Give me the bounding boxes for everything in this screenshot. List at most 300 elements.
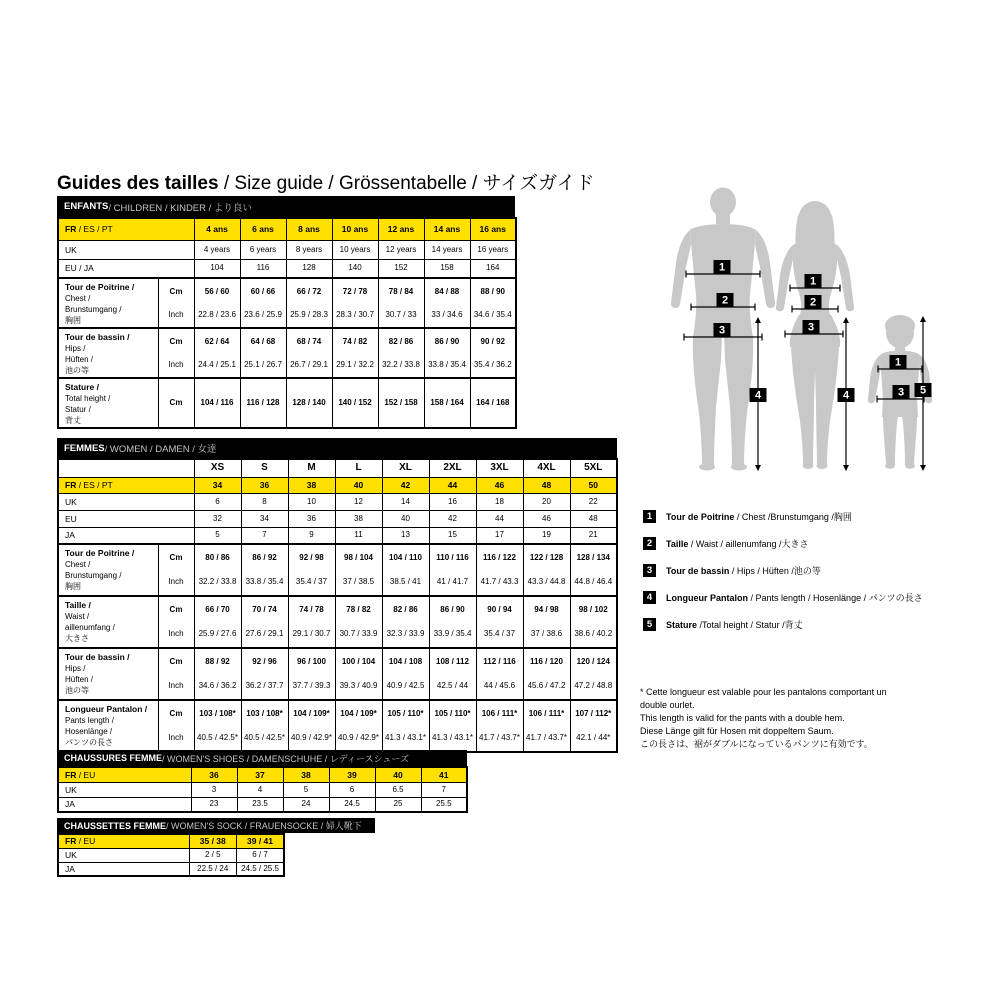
value-stack [195, 650, 241, 698]
row-label-bold: FR [65, 480, 77, 490]
inch-value: 29.1 / 32.2 [336, 359, 374, 369]
value-cell: 25 [375, 797, 421, 812]
row-label: UK [58, 493, 194, 510]
value-cell: 5 [194, 527, 241, 544]
svg-text:1: 1 [809, 275, 817, 288]
legend-label: Longueur Pantalon [666, 593, 748, 603]
inch-value: 36.2 / 37.7 [245, 681, 284, 690]
unit-stack [159, 702, 194, 750]
table-row [58, 240, 516, 259]
legend-label: Taille [666, 539, 689, 549]
legend-number-badge: 1 [643, 510, 656, 523]
value-stack [383, 702, 429, 750]
cm-value: 112 / 116 [483, 657, 516, 666]
measurement-label-bold: Tour de bassin / [65, 332, 130, 342]
value-cell: 14 years [424, 240, 470, 259]
value-cell [194, 328, 240, 378]
marker-child-chest [890, 355, 907, 369]
legend-number-badge: 2 [643, 537, 656, 550]
value-cell: 2 / 5 [189, 848, 237, 862]
value-cell: 12 [335, 493, 382, 510]
cm-value: 84 / 88 [434, 286, 460, 296]
row-label: JA [58, 797, 191, 812]
measurement-label-line: パンツの長さ [65, 738, 113, 747]
table-row [58, 477, 617, 493]
page-title-bold: Guides des tailles [57, 173, 219, 194]
value-stack [195, 280, 240, 326]
value-cell: 164 [470, 259, 516, 278]
value-cell [240, 328, 286, 378]
inch-value: 32.2 / 33.8 [382, 359, 420, 369]
value-cell: 10 years [332, 240, 378, 259]
value-stack [425, 280, 470, 326]
cm-value: 86 / 92 [252, 553, 277, 562]
size-header-cell: L [335, 459, 382, 477]
value-cell: 6 [194, 493, 241, 510]
value-cell: 7 [421, 782, 467, 797]
value-cell: 36 [241, 477, 288, 493]
value-cell [194, 544, 241, 596]
measurement-label-line: Hosenlänge / [65, 727, 113, 736]
table-header-bar [57, 438, 617, 458]
row-label: UK [58, 240, 194, 259]
svg-text:3: 3 [718, 324, 726, 337]
measurement-label-bold: Taille / [65, 600, 91, 610]
unit-cm: Cm [169, 336, 183, 346]
value-cell [476, 648, 523, 700]
legend-number-badge: 3 [643, 564, 656, 577]
legend-label: Tour de bassin [666, 566, 730, 576]
value-stack [287, 280, 332, 326]
value-cell [523, 596, 570, 648]
unit-cell [158, 596, 194, 648]
unit-cm: Cm [169, 605, 183, 614]
measurement-label-line: Hips / [65, 664, 86, 673]
unit-inch: Inch [168, 681, 184, 690]
value-stack [336, 546, 382, 594]
value-cell [241, 700, 288, 752]
cm-value: 116 / 128 [240, 378, 286, 428]
value-cell [335, 596, 382, 648]
value-cell [476, 544, 523, 596]
value-stack [336, 702, 382, 750]
inch-value: 27.6 / 29.1 [245, 629, 284, 638]
measurement-label-line: 胸囲 [65, 316, 81, 325]
value-stack [195, 702, 241, 750]
cm-value: 98 / 104 [344, 553, 373, 562]
value-cell: 41 [421, 767, 467, 782]
measurement-label-bold: Stature / [65, 382, 100, 392]
value-cell: 6 ans [240, 218, 286, 240]
svg-text:3: 3 [897, 386, 905, 399]
row-label: JA [58, 862, 189, 876]
cm-value: 103 / 108* [246, 709, 283, 718]
page-title-rest: / Size guide / Grössentabelle / サイズガイド [218, 173, 595, 194]
value-cell: 24.5 [329, 797, 375, 812]
unit-cell [158, 328, 194, 378]
cm-value: 98 / 102 [578, 605, 608, 614]
value-cell [429, 700, 476, 752]
value-cell: 23.5 [237, 797, 283, 812]
value-cell: 22 [570, 493, 617, 510]
value-cell [332, 328, 378, 378]
unit-cm: Cm [169, 286, 183, 296]
inch-value: 33 / 34.6 [431, 309, 463, 319]
value-stack [242, 702, 288, 750]
unit-inch: Inch [168, 733, 184, 742]
row-label-bold: FR [65, 836, 77, 847]
value-stack [571, 702, 617, 750]
inch-value: 33.8 / 35.4 [428, 359, 466, 369]
woman-silhouette [776, 201, 854, 469]
row-label-bold: FR [65, 224, 77, 235]
cm-value: 60 / 66 [250, 286, 276, 296]
inch-value: 42.5 / 44 [436, 681, 469, 690]
legend-item-chest [643, 503, 923, 530]
value-cell: 116 [240, 259, 286, 278]
value-cell: 20 [523, 493, 570, 510]
value-cell [241, 544, 288, 596]
unit-cell [158, 648, 194, 700]
value-cell: 22.5 / 24 [189, 862, 237, 876]
cm-value: 122 / 128 [529, 553, 564, 562]
size-header-cell: M [288, 459, 335, 477]
value-stack [430, 546, 476, 594]
unit-cell [158, 544, 194, 596]
value-cell [570, 544, 617, 596]
table-header-bar [57, 196, 515, 217]
value-cell [288, 544, 335, 596]
marker-man-hips [714, 323, 731, 337]
inch-value: 38.6 / 40.2 [574, 629, 613, 638]
measurement-label-line: 池の等 [65, 686, 89, 695]
unit-cm: Cm [169, 657, 183, 666]
value-cell: 37 [237, 767, 283, 782]
value-cell [240, 278, 286, 328]
value-cell: 42 [429, 510, 476, 527]
value-stack [571, 650, 617, 698]
footnote-line: Diese Länge gilt für Hosen mit doppeltem Saum. [640, 726, 834, 736]
value-cell [429, 596, 476, 648]
measurement-label-line: Hüften / [65, 675, 94, 684]
marker-child-stature [915, 383, 932, 397]
value-cell [288, 648, 335, 700]
value-cell: 16 years [470, 240, 516, 259]
inch-value: 40.9 / 42.9* [338, 733, 379, 742]
women-socks-size-table [57, 818, 375, 877]
row-label: EU [58, 510, 194, 527]
footnote-line: * Cette longueur est valable pour les pantalons comportant un [640, 687, 887, 697]
value-cell: 12 ans [378, 218, 424, 240]
cm-value: 86 / 90 [434, 336, 460, 346]
value-cell [335, 544, 382, 596]
marker-child-hips [893, 385, 910, 399]
inch-value: 32.2 / 33.8 [198, 577, 237, 586]
inch-value: 33.9 / 35.4 [433, 629, 472, 638]
size-header-cell: S [241, 459, 288, 477]
value-stack [195, 546, 241, 594]
value-cell: 39 / 41 [237, 834, 285, 848]
value-stack [430, 598, 476, 646]
value-stack [289, 702, 335, 750]
cm-value: 66 / 70 [205, 605, 230, 614]
inch-value: 35.4 / 37 [483, 629, 516, 638]
table-row [58, 862, 284, 876]
value-cell [378, 278, 424, 328]
cm-value: 106 / 111* [481, 709, 518, 718]
cm-value: 90 / 92 [480, 336, 505, 346]
cm-value: 105 / 110* [387, 709, 424, 718]
inch-value: 40.5 / 42.5* [244, 733, 285, 742]
value-stack [379, 280, 424, 326]
legend-translations: /Total height / Statur /背丈 [697, 620, 803, 630]
unit-stack [159, 546, 194, 594]
value-stack [383, 598, 429, 646]
size-header-cell: XL [382, 459, 429, 477]
svg-text:2: 2 [721, 294, 729, 307]
empty-corner-cell [58, 459, 194, 477]
cm-value: 88 / 92 [205, 657, 230, 666]
measurement-label [58, 648, 158, 700]
measurement-label-line: 胸囲 [65, 582, 81, 591]
measurement-label-line: Hips / [65, 344, 86, 353]
measurement-label-line: 池の等 [65, 366, 89, 375]
table-row [58, 259, 516, 278]
row-label-rest: / EU [76, 836, 96, 847]
legend-label: Tour de Poitrine [666, 512, 735, 522]
value-stack [289, 650, 335, 698]
value-stack [430, 650, 476, 698]
value-cell [194, 278, 240, 328]
value-stack [195, 598, 241, 646]
value-stack [242, 598, 288, 646]
value-stack [333, 280, 378, 326]
measurement-label-line: Brunstumgang / [65, 305, 122, 314]
value-cell: 36 [288, 510, 335, 527]
legend-translations: / Chest /Brunstumgang /胸囲 [734, 512, 852, 522]
cm-value: 68 / 74 [296, 336, 322, 346]
measurement-label-bold: Tour de Poitrine / [65, 548, 135, 558]
cm-value: 107 / 112* [575, 709, 612, 718]
women-shoes-size-table [57, 750, 468, 813]
value-cell: 9 [288, 527, 335, 544]
cm-value: 56 / 60 [204, 286, 230, 296]
row-label: JA [58, 527, 194, 544]
legend-number-badge: 5 [643, 618, 656, 631]
value-cell: 7 [241, 527, 288, 544]
value-cell: 23 [191, 797, 237, 812]
value-cell [523, 648, 570, 700]
inch-value: 33.8 / 35.4 [245, 577, 284, 586]
table-row [58, 797, 467, 812]
measurement-label-line: Statur / [65, 405, 91, 414]
value-cell [194, 700, 241, 752]
value-cell: 25.5 [421, 797, 467, 812]
inch-value: 39.3 / 40.9 [339, 681, 378, 690]
value-stack [471, 280, 516, 326]
marker-woman-waist [805, 295, 822, 309]
value-cell: 4 ans [194, 218, 240, 240]
page-title [57, 168, 595, 195]
marker-woman-chest [805, 274, 822, 288]
inch-value: 26.7 / 29.1 [290, 359, 328, 369]
value-cell [286, 278, 332, 328]
measurement-label-line: 背丈 [65, 416, 81, 425]
value-stack [524, 598, 570, 646]
cm-value: 74 / 82 [342, 336, 368, 346]
measurement-label-bold: Longueur Pantalon / [65, 704, 148, 714]
inch-value: 38.5 / 41 [389, 577, 422, 586]
table-row [58, 700, 617, 752]
unit-cm: Cm [169, 709, 183, 718]
value-stack [241, 280, 286, 326]
inch-value: 40.9 / 42.9* [291, 733, 332, 742]
table-row [58, 218, 516, 240]
footnote-line: double ourlet. [640, 700, 695, 710]
size-table [57, 766, 468, 813]
value-cell: 6.5 [375, 782, 421, 797]
inch-value: 30.7 / 33.9 [339, 629, 378, 638]
table-header-bar [57, 750, 467, 766]
value-cell [241, 596, 288, 648]
cm-value: 120 / 124 [576, 657, 610, 666]
pants-length-footnote [640, 686, 887, 751]
women-size-table [57, 438, 618, 753]
value-cell: 10 ans [332, 218, 378, 240]
table-row [58, 782, 467, 797]
measurement-label-line: aillenumfang / [65, 623, 115, 632]
value-cell: 3 [191, 782, 237, 797]
legend-item-pants-length [643, 584, 923, 611]
value-cell: 38 [288, 477, 335, 493]
inch-value: 29.1 / 30.7 [292, 629, 331, 638]
cm-value: 103 / 108* [199, 709, 236, 718]
inch-value: 41.7 / 43.3 [480, 577, 519, 586]
value-stack [477, 546, 523, 594]
value-cell [332, 278, 378, 328]
table-row [58, 527, 617, 544]
value-cell: 11 [335, 527, 382, 544]
svg-text:1: 1 [718, 261, 726, 274]
row-label [58, 477, 194, 493]
inch-value: 34.6 / 35.4 [473, 309, 512, 319]
value-stack [383, 650, 429, 698]
row-label [58, 834, 189, 848]
measurement-label [58, 700, 158, 752]
inch-value: 25.9 / 27.6 [198, 629, 237, 638]
cm-value: 78 / 84 [388, 286, 414, 296]
value-cell: 40 [382, 510, 429, 527]
cm-value: 128 / 134 [576, 553, 610, 562]
inch-value: 28.3 / 30.7 [336, 309, 374, 319]
inch-value: 44 / 45.6 [483, 681, 516, 690]
value-cell [476, 596, 523, 648]
legend-translations: / Hips / Hüften /池の等 [729, 566, 821, 576]
value-cell: 8 [241, 493, 288, 510]
value-cell: 104 [194, 259, 240, 278]
value-stack [195, 330, 240, 376]
cm-value: 92 / 96 [252, 657, 277, 666]
unit-inch: Inch [168, 309, 184, 319]
cm-value: 104 / 110 [389, 553, 422, 562]
value-cell: 44 [429, 477, 476, 493]
value-cell [194, 648, 241, 700]
unit-stack [159, 650, 194, 698]
value-cell: 38 [335, 510, 382, 527]
value-cell: 15 [429, 527, 476, 544]
row-label [58, 767, 191, 782]
value-stack [477, 702, 523, 750]
table-header-bar [57, 818, 375, 833]
value-cell [424, 328, 470, 378]
unit-stack [159, 280, 194, 326]
table-header-title: CHAUSSURES FEMME [64, 753, 163, 763]
value-stack [571, 598, 617, 646]
row-label-rest: / ES / PT [76, 480, 113, 490]
children-size-table [57, 196, 517, 429]
value-cell: 16 ans [470, 218, 516, 240]
value-cell: 140 [332, 259, 378, 278]
marker-man-chest [714, 260, 731, 274]
svg-text:4: 4 [754, 389, 762, 402]
value-stack [383, 546, 429, 594]
value-cell: 44 [476, 510, 523, 527]
row-label [58, 218, 194, 240]
table-row [58, 278, 516, 328]
value-cell: 18 [476, 493, 523, 510]
value-stack [287, 330, 332, 376]
measurement-label-line: Chest / [65, 560, 91, 569]
value-cell: 21 [570, 527, 617, 544]
inch-value: 35.4 / 36.2 [473, 359, 512, 369]
unit-inch: Inch [168, 629, 184, 638]
footnote-line: This length is valid for the pants with a double hem. [640, 713, 845, 723]
row-label-rest: / EU [76, 769, 96, 780]
cm-value: 70 / 74 [252, 605, 277, 614]
inch-value: 25.9 / 28.3 [290, 309, 328, 319]
value-cell [286, 328, 332, 378]
row-label: UK [58, 782, 191, 797]
value-stack [242, 650, 288, 698]
inch-value: 37 / 38.5 [342, 577, 375, 586]
cm-value: 106 / 111* [528, 709, 565, 718]
legend-label: Stature [666, 620, 698, 630]
marker-woman-hips [803, 320, 820, 334]
legend-translations: / Waist / aillenumfang /大きさ [688, 539, 809, 549]
cm-value: 104 / 108 [388, 657, 423, 666]
measurement-label-line: Pants length / [65, 716, 114, 725]
value-stack [289, 598, 335, 646]
inch-value: 34.6 / 36.2 [198, 681, 237, 690]
size-header-cell: 5XL [570, 459, 617, 477]
value-stack [524, 546, 570, 594]
value-stack [333, 330, 378, 376]
inch-value: 23.6 / 25.9 [244, 309, 282, 319]
value-cell: 152 [378, 259, 424, 278]
size-header-cell: 2XL [429, 459, 476, 477]
inch-value: 40.9 / 42.5 [386, 681, 425, 690]
value-cell [470, 278, 516, 328]
value-cell: 4 [237, 782, 283, 797]
row-label-bold: FR [65, 769, 77, 780]
value-cell: 5 [283, 782, 329, 797]
measurement-label [58, 544, 158, 596]
cm-value: 108 / 112 [436, 657, 469, 666]
inch-value: 41.3 / 43.1* [385, 733, 426, 742]
inch-value: 44.8 / 46.4 [574, 577, 613, 586]
inch-value: 47.2 / 48.8 [574, 681, 613, 690]
body-measurement-figures [650, 175, 980, 485]
